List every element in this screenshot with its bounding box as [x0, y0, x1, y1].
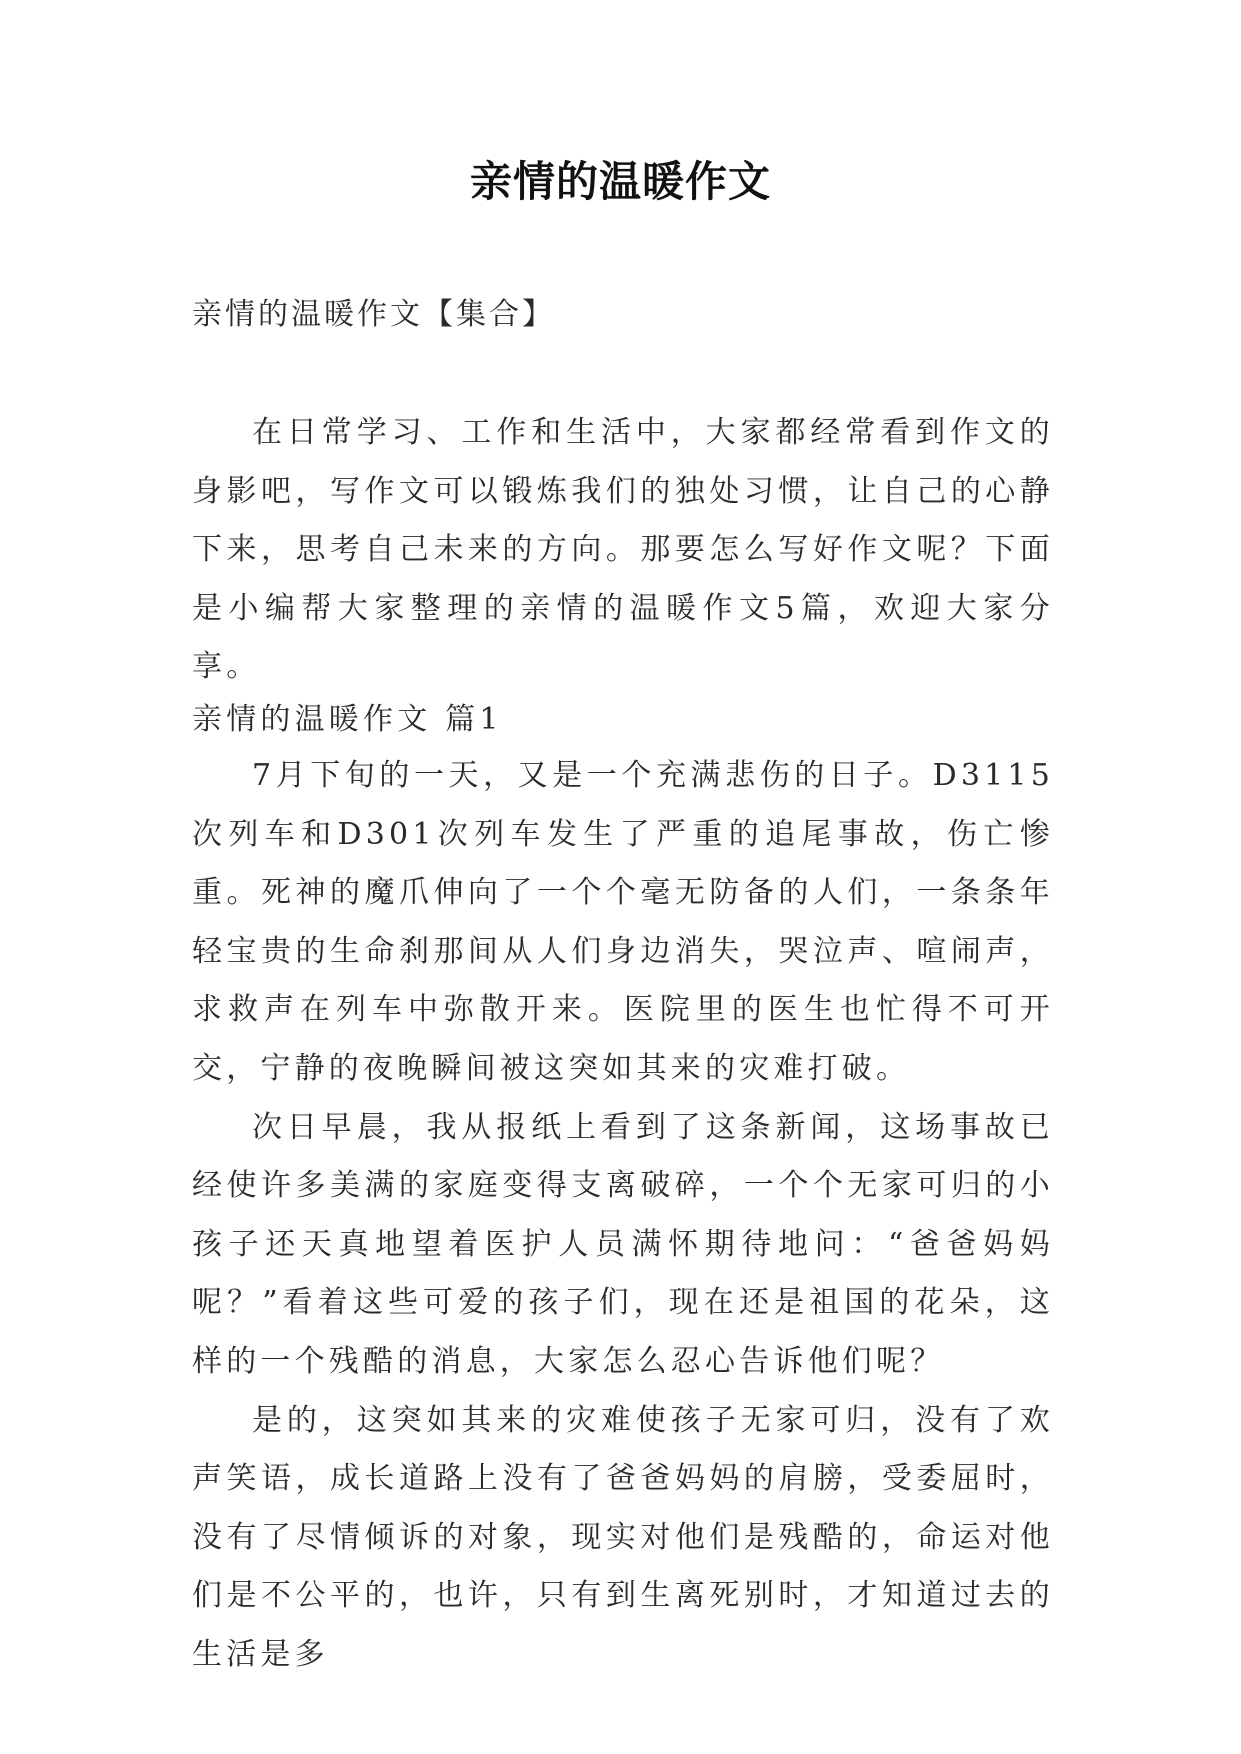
body-paragraph: 7月下旬的一天，又是一个充满悲伤的日子。D3115次列车和D301次列车发生了严重的追尾事故，伤亡惨重。死神的魔爪伸向了一个个毫无防备的人们，一条条年轻宝贵的生命刹那间从人们身边消失，哭泣声、喧闹声，求救声在列车中弥散开来。医院里的医生也忙得不可开交，宁静的夜晚瞬间被这突如其来的灾难打破。 [192, 757, 1054, 1086]
document-body [192, 404, 1054, 1684]
body-paragraph: 次日早晨，我从报纸上看到了这条新闻，这场事故已经使许多美满的家庭变得支离破碎，一个个无家可归的小孩子还天真地望着医护人员满怀期待地问：“爸爸妈妈呢？”看着这些可爱的孩子们，现在还是祖国的花朵，这样的一个残酷的消息，大家怎么忍心告诉他们呢？ [192, 1109, 1054, 1379]
body-paragraph: 是的，这突如其来的灾难使孩子无家可归，没有了欢声笑语，成长道路上没有了爸爸妈妈的肩膀，受委屈时，没有了尽情倾诉的对象，现实对他们是残酷的，命运对他们是不公平的，也许，只有到生离死别时，才知道过去的生活是多 [192, 1402, 1054, 1672]
intro-paragraph: 在日常学习、工作和生活中，大家都经常看到作文的身影吧，写作文可以锻炼我们的独处习惯，让自己的心静下来，思考自己未来的方向。那要怎么写好作文呢？下面是小编帮大家整理的亲情的温暖作文5篇，欢迎大家分享。 [192, 415, 1054, 685]
document-subtitle: 亲情的温暖作文【集合】 [192, 297, 555, 332]
document-title: 亲情的温暖作文 [469, 157, 771, 206]
section-heading: 亲情的温暖作文 篇1 [192, 701, 503, 737]
